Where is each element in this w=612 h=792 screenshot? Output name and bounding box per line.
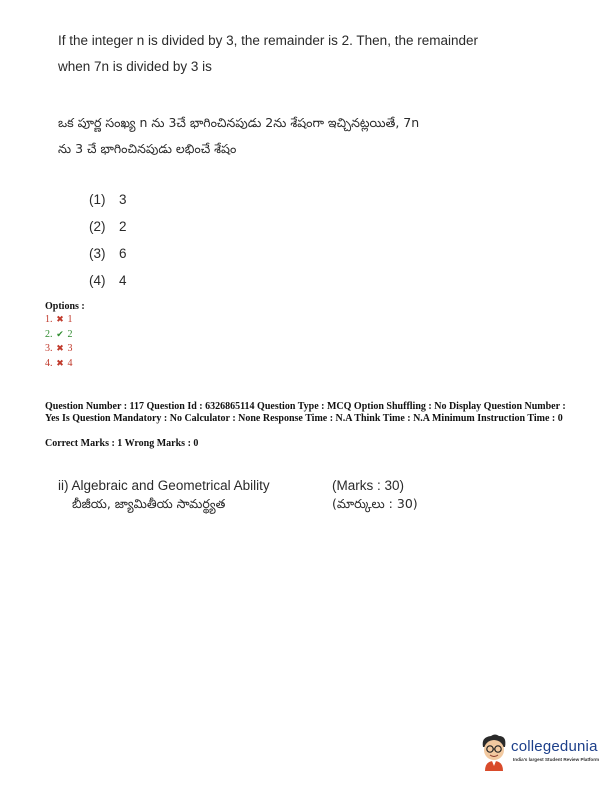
option-prefix: 2. xyxy=(45,328,53,340)
option-prefix: 1. xyxy=(45,314,53,325)
question-meta: Question Number : 117 Question Id : 6326865114 Question Type : MCQ Option Shuffling : No Display Question Number : Yes Is Question Mandatory : No Calculator : None Response Time : N.A Think Time : N.A Minimum Instruction Time : 0 xyxy=(45,401,566,424)
choice-2 xyxy=(89,219,127,234)
cross-icon: ✖ xyxy=(56,314,64,324)
choice-number: (1) xyxy=(89,192,106,207)
cross-icon: ✖ xyxy=(56,357,64,368)
student-mascot-icon xyxy=(477,733,511,773)
choice-number: (3) xyxy=(89,246,106,261)
option-value: 2 xyxy=(67,328,73,340)
option-prefix: 4. xyxy=(45,357,53,369)
options-header: Options : xyxy=(45,301,85,312)
question-telugu-line2: ను 3 చే భాగించినపుడు లభించే శేషం xyxy=(58,141,237,156)
choice-number: (4) xyxy=(89,273,106,288)
logo-tagline: India's largest Student Review Platform xyxy=(513,757,600,762)
choice-4 xyxy=(89,273,127,288)
check-icon: ✔ xyxy=(56,328,64,339)
marks-info: Correct Marks : 1 Wrong Marks : 0 xyxy=(45,438,199,449)
question-english-line2: when 7n is divided by 3 is xyxy=(58,59,212,74)
question-telugu xyxy=(58,110,558,162)
section-title-english: ii) Algebraic and Geometrical Ability xyxy=(58,478,270,493)
choice-value: 6 xyxy=(119,246,127,261)
option-row-3 xyxy=(45,341,85,356)
choice-1 xyxy=(89,192,127,207)
question-english xyxy=(58,28,558,80)
option-value: 4 xyxy=(67,357,73,369)
logo-name: collegedunia xyxy=(511,738,598,755)
section-title-telugu: బీజీయ, జ్యామితీయ సామర్థ్యత xyxy=(72,496,226,511)
option-row-1 xyxy=(45,312,85,327)
question-english-line1: If the integer n is divided by 3, the remainder is 2. Then, the remainder xyxy=(58,33,478,48)
section-marks-telugu: (మార్కులు : 30) xyxy=(332,496,418,511)
cross-icon: ✖ xyxy=(56,343,64,353)
choice-value: 2 xyxy=(119,219,127,234)
choice-value: 3 xyxy=(119,192,127,207)
section-marks-english: (Marks : 30) xyxy=(332,478,405,493)
question-telugu-line1: ఒక పూర్ణ సంఖ్య n ను 3చే భాగించినపుడు 2ను శేషంగా ఇచ్చినట్లయితే, 7n xyxy=(58,115,420,130)
option-value: 1 xyxy=(67,314,73,325)
choice-number: (2) xyxy=(89,219,106,234)
option-value: 3 xyxy=(67,343,73,354)
option-row-4 xyxy=(45,356,85,371)
option-row-2 xyxy=(45,327,85,342)
choice-3 xyxy=(89,246,127,261)
option-prefix: 3. xyxy=(45,343,53,354)
options-answer-block xyxy=(45,301,85,370)
choice-value: 4 xyxy=(119,273,127,288)
